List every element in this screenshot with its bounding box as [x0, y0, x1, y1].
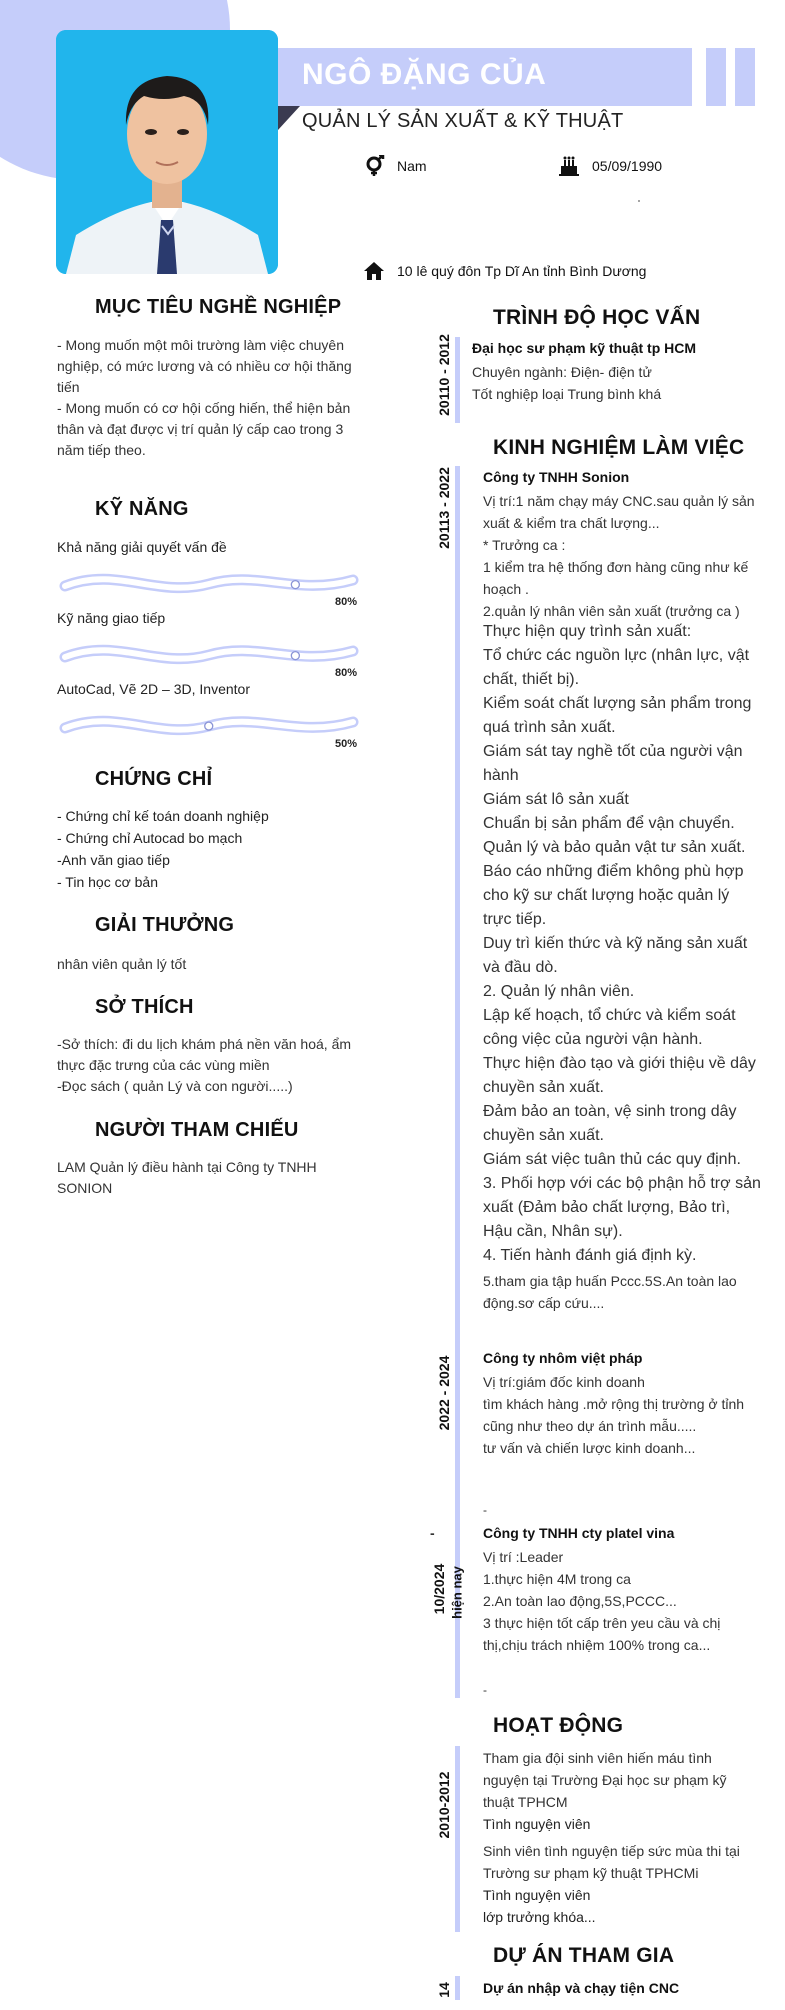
skills-heading: KỸ NĂNG	[95, 498, 189, 520]
job-line: công việc của người vận hành.	[483, 1031, 703, 1048]
job-date-dash: -	[430, 1525, 435, 1541]
job-line: 5.tham gia tập huấn Pccc.5S.An toàn lao	[483, 1273, 737, 1289]
activities-date: 2010-2012	[436, 1771, 452, 1839]
project-date: 14	[436, 1982, 452, 1998]
experience-heading: KINH NGHIỆM LÀM VIỆC	[493, 436, 745, 459]
skill-label: AutoCad, Vẽ 2D – 3D, Inventor	[57, 681, 250, 697]
job-line: Báo cáo những điểm không phù hợp	[483, 863, 744, 880]
job-line: 3 thực hiện tốt cấp trên yeu cầu và chị	[483, 1615, 721, 1631]
job-details	[483, 1371, 763, 1459]
hobbies-text	[57, 1034, 372, 1097]
certificates-heading: CHỨNG CHỈ	[95, 768, 213, 790]
job-line: 2. Quản lý nhân viên.	[483, 983, 635, 1000]
dot-mark	[638, 200, 640, 202]
references-text	[57, 1157, 372, 1199]
skill-percent: 80%	[335, 667, 358, 679]
activity-line: Sinh viên tình nguyện tiếp sức mùa thi tại	[483, 1843, 740, 1859]
certificates-list	[57, 805, 372, 893]
objective-line: năm tiếp theo.	[57, 442, 146, 458]
education-line: Chuyên ngành: Điện- điện tử	[472, 364, 652, 380]
job-line: Vị trí :Leader	[483, 1549, 564, 1565]
job-line: xuất & kiểm tra chất lượng...	[483, 515, 660, 531]
job-line: cho kỹ sư chất lượng hoặc quản lý	[483, 887, 730, 904]
awards-heading: GIẢI THƯỞNG	[95, 914, 235, 936]
job-line: và đầu dò.	[483, 959, 558, 976]
job-details	[483, 1546, 763, 1656]
skill-bar	[57, 641, 362, 671]
education-school: Đại học sư phạm kỹ thuật tp HCM	[472, 340, 697, 356]
job-date-end: hiện nay	[449, 1566, 465, 1619]
job-line: Thực hiện quy trình sản xuất:	[483, 623, 692, 640]
hobby-line: -Sở thích: đi du lịch khám phá nền văn hoá, ẩm	[57, 1036, 352, 1052]
certificate-item: - Tin học cơ bản	[57, 874, 159, 890]
skill-bar	[57, 570, 362, 600]
profile-photo	[56, 30, 278, 274]
education-details	[472, 361, 762, 405]
address-info	[363, 261, 646, 281]
objective-line: tiến	[57, 379, 80, 395]
hobby-line: -Đọc sách ( quản Lý và con người.....)	[57, 1078, 293, 1094]
decorative-triangle	[278, 106, 300, 130]
job-details-end	[483, 1270, 763, 1314]
timeline-bar	[455, 1976, 460, 2000]
job-line: Thực hiện đào tạo và giới thiệu về dây	[483, 1055, 756, 1072]
projects-heading: DỰ ÁN THAM GIA	[493, 1944, 675, 1967]
objective-line: nghiệp, có mức lương và có nhiều cơ hội thăng	[57, 358, 352, 374]
skill-level-marker	[291, 581, 299, 589]
activities-details-b	[483, 1840, 763, 1928]
gender-icon	[363, 155, 385, 177]
job-line: Vị trí:1 năm chạy máy CNC.sau quản lý sản	[483, 493, 755, 509]
job-line: chuyền sản xuất.	[483, 1127, 604, 1144]
job-line: Đảm bảo an toàn, vệ sinh trong dây	[483, 1103, 737, 1120]
separator-dash: -	[483, 1503, 487, 1517]
job-line: 2.quản lý nhân viên sản xuất (trưởng ca )	[483, 603, 740, 619]
job-line: Giám sát lô sản xuất	[483, 791, 629, 808]
activity-line: thuật TPHCM	[483, 1794, 568, 1810]
job-line: 4. Tiến hành đánh giá định kỳ.	[483, 1247, 697, 1264]
objective-line: - Mong muốn có cơ hội cống hiến, thể hiện bản	[57, 400, 351, 416]
job-date: 20113 - 2022	[436, 467, 452, 549]
separator-dash: -	[483, 1683, 487, 1697]
job-date-start: 10/2024	[431, 1563, 447, 1615]
job-line: Giám sát tay nghề tốt của người vận	[483, 743, 743, 760]
job-line: 3. Phối hợp với các bộ phận hỗ trợ sản	[483, 1175, 761, 1192]
job-title: QUẢN LÝ SẢN XUẤT & KỸ THUẬT	[302, 110, 624, 132]
birthday-value: 05/09/1990	[592, 158, 663, 174]
home-icon	[363, 261, 385, 281]
job-date: 2022 - 2024	[436, 1355, 452, 1431]
job-line: chuyền sản xuất.	[483, 1079, 604, 1096]
job-line: động.sơ cấp cứu....	[483, 1295, 605, 1311]
awards-text: nhân viên quản lý tốt	[57, 956, 187, 972]
job-line: Giám sát việc tuân thủ các quy định.	[483, 1151, 741, 1168]
job-company: Công ty nhôm việt pháp	[483, 1350, 643, 1366]
job-line: Duy trì kiến thức và kỹ năng sản xuất	[483, 935, 748, 952]
education-heading: TRÌNH ĐỘ HỌC VẤN	[493, 306, 701, 329]
reference-line: LAM Quản lý điều hành tại Công ty TNHH	[57, 1159, 317, 1175]
timeline-bar	[455, 466, 460, 1698]
job-line: quá trình sản xuất.	[483, 719, 616, 736]
skill-bar	[57, 712, 362, 742]
job-line: tư vấn và chiến lược kinh doanh...	[483, 1440, 696, 1456]
objective-line: thân và đạt được vị trí quản lý cấp cao trong 3	[57, 421, 344, 437]
job-line: 1.thực hiện 4M trong ca	[483, 1571, 631, 1587]
activity-line: Tham gia đội sinh viên hiến máu tình	[483, 1750, 712, 1766]
activity-role: Tình nguyện viên	[483, 1887, 591, 1903]
gender-info	[363, 155, 427, 177]
activity-extra: lớp trưởng khóa...	[483, 1909, 596, 1925]
job-line: xuất (Đảm bảo chất lượng, Bảo trì,	[483, 1199, 731, 1216]
activities-details	[483, 1747, 763, 1835]
job-line: Tổ chức các nguồn lực (nhân lực, vật	[483, 647, 750, 664]
education-line: Tốt nghiệp loại Trung bình khá	[472, 386, 662, 402]
job-line: Chuẩn bị sản phẩm để vận chuyển.	[483, 815, 735, 832]
job-line: tìm khách hàng .mở rộng thị trường ở tỉnh	[483, 1396, 745, 1412]
education-date: 20110 - 2012	[436, 334, 452, 416]
job-line: cũng như theo dự án trình mẫu.....	[483, 1418, 697, 1434]
candidate-name: NGÔ ĐẶNG CỦA	[302, 58, 547, 91]
project-title: Dự án nhập và chạy tiện CNC	[483, 1980, 680, 1996]
hobby-line: thực đặc trưng của các vùng miền	[57, 1057, 270, 1073]
skill-level-marker	[205, 722, 213, 730]
gender-value: Nam	[397, 158, 427, 174]
objective-line: - Mong muốn một môi trường làm việc chuyên	[57, 337, 344, 353]
decorative-block	[735, 48, 755, 106]
portrait-illustration	[56, 30, 278, 274]
activities-heading: HOẠT ĐỘNG	[493, 1714, 624, 1737]
job-line: Quản lý và bảo quản vật tư sản xuất.	[483, 839, 746, 856]
objective-heading: MỤC TIÊU NGHỀ NGHIỆP	[95, 296, 342, 318]
job-line: 1 kiểm tra hệ thống đơn hàng cũng như kế	[483, 559, 749, 575]
job-line: * Trưởng ca :	[483, 537, 566, 553]
job-line: thị,chịu trách nhiệm 100% trong ca...	[483, 1637, 711, 1653]
timeline-bar	[455, 337, 460, 423]
skill-percent: 50%	[335, 738, 358, 750]
reference-line: SONION	[57, 1180, 113, 1196]
skill-label: Khả năng giải quyết vấn đề	[57, 539, 227, 555]
timeline-bar	[455, 1746, 460, 1932]
skill-label: Kỹ năng giao tiếp	[57, 610, 166, 626]
birthday-cake-icon	[558, 155, 580, 177]
job-line: Hậu cần, Nhân sự).	[483, 1223, 623, 1240]
job-line: chất, thiết bị).	[483, 671, 580, 688]
decorative-block	[706, 48, 726, 106]
job-line: Lập kế hoạch, tổ chức và kiểm soát	[483, 1007, 736, 1024]
job-company: Công ty TNHH cty platel vina	[483, 1525, 675, 1541]
references-heading: NGƯỜI THAM CHIẾU	[95, 1119, 299, 1141]
certificate-item: - Chứng chỉ Autocad bo mạch	[57, 830, 243, 846]
objective-text	[57, 335, 372, 461]
hobbies-heading: SỞ THÍCH	[95, 996, 194, 1018]
certificate-item: -Anh văn giao tiếp	[57, 852, 170, 868]
job-line: hoạch .	[483, 581, 529, 597]
job-line: trực tiếp.	[483, 911, 547, 928]
job-line: Vị trí:giám đốc kinh doanh	[483, 1374, 645, 1390]
certificate-item: - Chứng chỉ kế toán doanh nghiệp	[57, 808, 269, 824]
activity-role: Tình nguyện viên	[483, 1816, 591, 1832]
skill-level-marker	[291, 652, 299, 660]
address-value: 10 lê quý đôn Tp Dĩ An tỉnh Bình Dương	[397, 263, 647, 279]
activity-line: Trường sư phạm kỹ thuật TPHCMi	[483, 1865, 699, 1881]
job-details-small	[483, 490, 763, 622]
job-company: Công ty TNHH Sonion	[483, 469, 630, 485]
birthday-info	[558, 155, 662, 177]
activity-line: nguyện tại Trường Đại học sư phạm kỹ	[483, 1772, 727, 1788]
job-line: 2.An toàn lao động,5S,PCCC...	[483, 1593, 677, 1609]
job-line: hành	[483, 767, 519, 784]
job-details-large	[483, 620, 763, 1268]
job-line: Kiểm soát chất lượng sản phẩm trong	[483, 695, 752, 712]
skill-percent: 80%	[335, 596, 358, 608]
